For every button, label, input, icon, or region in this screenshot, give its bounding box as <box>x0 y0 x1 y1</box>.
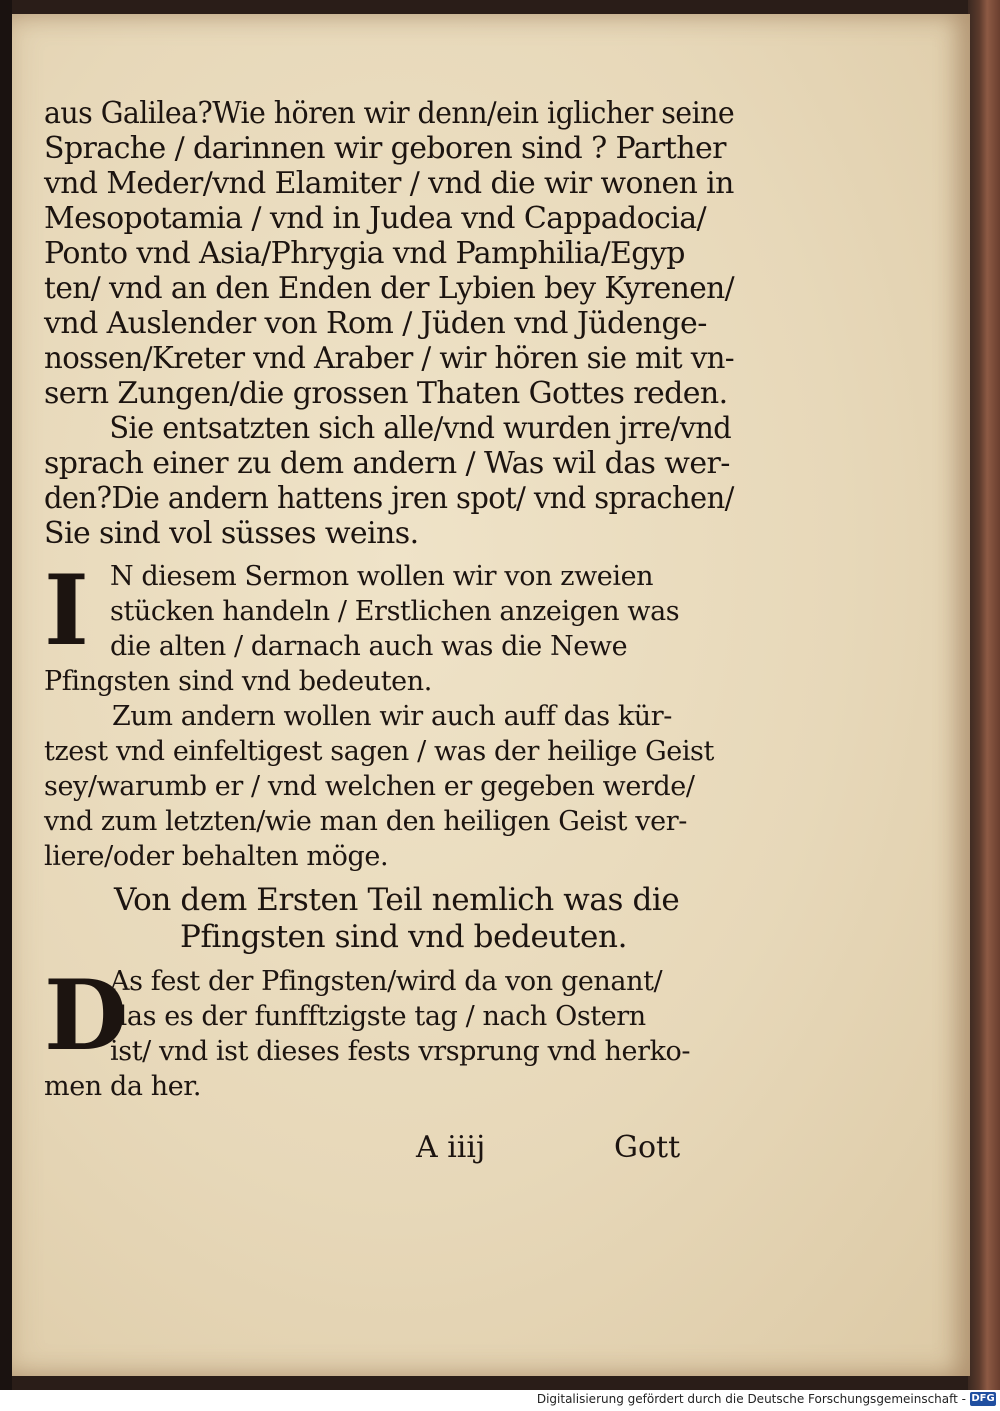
text-line: Sprache / darinnen wir geboren sind ? Parther <box>44 131 726 166</box>
text-line: sprach einer zu dem andern / Was wil das wer- <box>44 446 730 481</box>
heading-line: Von dem Ersten Teil nemlich was die <box>114 882 680 918</box>
text-line: stücken handeln / Erstlichen anzeigen was <box>110 596 680 627</box>
text-line: ist/ vnd ist dieses fests vrsprung vnd herko- <box>110 1036 691 1067</box>
page-text <box>44 96 734 1104</box>
heading-line: Pfingsten sind vnd bedeuten. <box>180 919 628 955</box>
text-line: tzest vnd einfeltigest sagen / was der heilige Geist <box>44 736 714 767</box>
text-line: das es der funfftzigste tag / nach Ostern <box>110 1001 646 1032</box>
text-line: den?Die andern hattens jren spot/ vnd sprachen/ <box>44 481 734 516</box>
text-line: Pfingsten sind vnd bedeuten. <box>44 666 432 697</box>
book-edge-right <box>968 0 1000 1390</box>
scan-edge-left <box>0 0 12 1390</box>
credit-bar <box>0 1390 1000 1411</box>
text-line: men da her. <box>44 1071 202 1102</box>
text-line: Sie sind vol süsses weins. <box>44 516 419 551</box>
paragraph-second <box>44 411 734 551</box>
text-line: vnd zum letzten/wie man den heiligen Geist ver- <box>44 806 687 837</box>
text-line: nossen/Kreter vnd Araber / wir hören sie mit vn- <box>44 341 735 376</box>
dfg-logo: DFG <box>971 1393 995 1404</box>
text-line: Ponto vnd Asia/Phrygia vnd Pamphilia/Egyp <box>44 236 685 271</box>
drop-cap-initial: I <box>44 554 89 667</box>
text-line: sern Zungen/die grossen Thaten Gottes reden. <box>44 376 728 411</box>
funding-credit: Digitalisierung gefördert durch die Deutsche Forschungsgemeinschaft - <box>536 1392 966 1406</box>
text-line: vnd Meder/vnd Elamiter / vnd die wir wonen in <box>44 166 734 201</box>
section-one <box>44 554 734 699</box>
text-line: vnd Auslender von Rom / Jüden vnd Jüdenge- <box>44 306 707 341</box>
text-line: sey/warumb er / vnd welchen er gegeben werde/ <box>44 771 695 802</box>
drop-cap-initial: D <box>44 959 128 1072</box>
text-line: die alten / darnach auch was die Newe <box>110 631 628 662</box>
section-heading <box>44 882 734 956</box>
text-line: Mesopotamia / vnd in Judea vnd Cappadocia/ <box>44 201 707 236</box>
paragraph-third <box>44 699 734 874</box>
catchword: Gott <box>614 1130 681 1165</box>
text-line: As fest der Pfingsten/wird da von genant/ <box>110 966 663 997</box>
text-line: Sie entsatzten sich alle/vnd wurden jrre/vnd <box>109 411 732 446</box>
section-two <box>44 959 734 1104</box>
paragraph-top <box>44 96 734 411</box>
text-line: aus Galilea?Wie hören wir denn/ein iglicher seine <box>44 96 735 131</box>
text-line: N diesem Sermon wollen wir von zweien <box>110 561 654 592</box>
text-line: ten/ vnd an den Enden der Lybien bey Kyrenen/ <box>44 271 735 306</box>
signature-mark: A iiij <box>416 1130 486 1165</box>
text-line: Zum andern wollen wir auch auff das kür- <box>112 701 673 732</box>
page-footer <box>44 1128 734 1168</box>
text-line: liere/oder behalten möge. <box>44 841 389 872</box>
